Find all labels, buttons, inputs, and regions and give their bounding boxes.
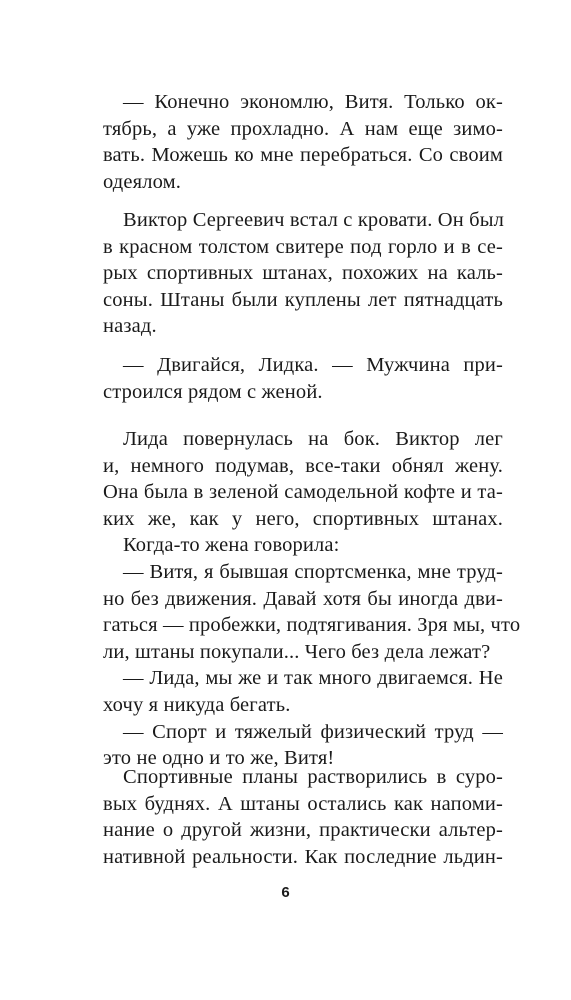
paragraph-4: [103, 426, 521, 772]
text-line: Спортивные планы растворились в суро-: [123, 766, 503, 788]
page-number: 6: [281, 884, 290, 901]
text-line: Лида повернулась на бок. Виктор лег: [123, 428, 503, 450]
paragraph-2: [103, 207, 503, 340]
text-line: Когда-то жена говорила:: [123, 534, 340, 557]
text-line: Она была в зеленой самодельной кофте и та-: [103, 481, 503, 504]
text-line: ли, штаны покупали... Чего без дела лежат?: [103, 640, 491, 663]
text-line: — Спорт и тяжелый физический труд —: [123, 720, 503, 743]
text-line: — Лида, мы же и так много двигаемся. Не: [123, 667, 503, 690]
paragraph-5: [103, 764, 503, 870]
text-line: нативной реальности. Как последние льдин-: [103, 845, 503, 868]
text-line: это не одно и то же, Витя!: [103, 747, 335, 770]
text-line: строился рядом с женой.: [103, 380, 323, 403]
text-line: — Конечно экономлю, Витя. Только ок-: [123, 91, 503, 113]
text-line: — Витя, я бывшая спортсменка, мне труд-: [123, 560, 503, 583]
text-line: гаться — пробежки, подтягивания. Зря мы, что: [103, 614, 521, 637]
text-line: одеялом.: [103, 170, 182, 193]
text-line: соны. Штаны были куплены лет пятнадцать: [103, 288, 503, 311]
text-line: ких же, как у него, спортивных штанах.: [103, 507, 503, 530]
text-line: — Двигайся, Лидка. — Мужчина при-: [123, 354, 503, 376]
text-line: вых буднях. А штаны остались как напоми-: [103, 792, 503, 815]
text-line: назад.: [103, 315, 157, 338]
text-line: но без движения. Давай хотя бы иногда дви-: [103, 587, 503, 610]
text-line: хочу я никуда бегать.: [103, 693, 291, 716]
paragraph-3: [103, 352, 503, 405]
text-line: в красном толстом свитере под горло и в се-: [103, 235, 503, 258]
text-line: тябрь, а уже прохладно. А нам еще зимо-: [103, 117, 503, 140]
text-line: вать. Можешь ко мне перебраться. Со своим: [103, 144, 503, 167]
text-line: и, немного подумав, все-таки обнял жену.: [103, 454, 503, 477]
text-line: Виктор Сергеевич встал с кровати. Он был: [123, 209, 505, 231]
text-line: рых спортивных штанах, похожих на каль-: [103, 262, 503, 285]
paragraph-1: [103, 89, 503, 195]
text-line: нание о другой жизни, практически альтер-: [103, 819, 503, 842]
